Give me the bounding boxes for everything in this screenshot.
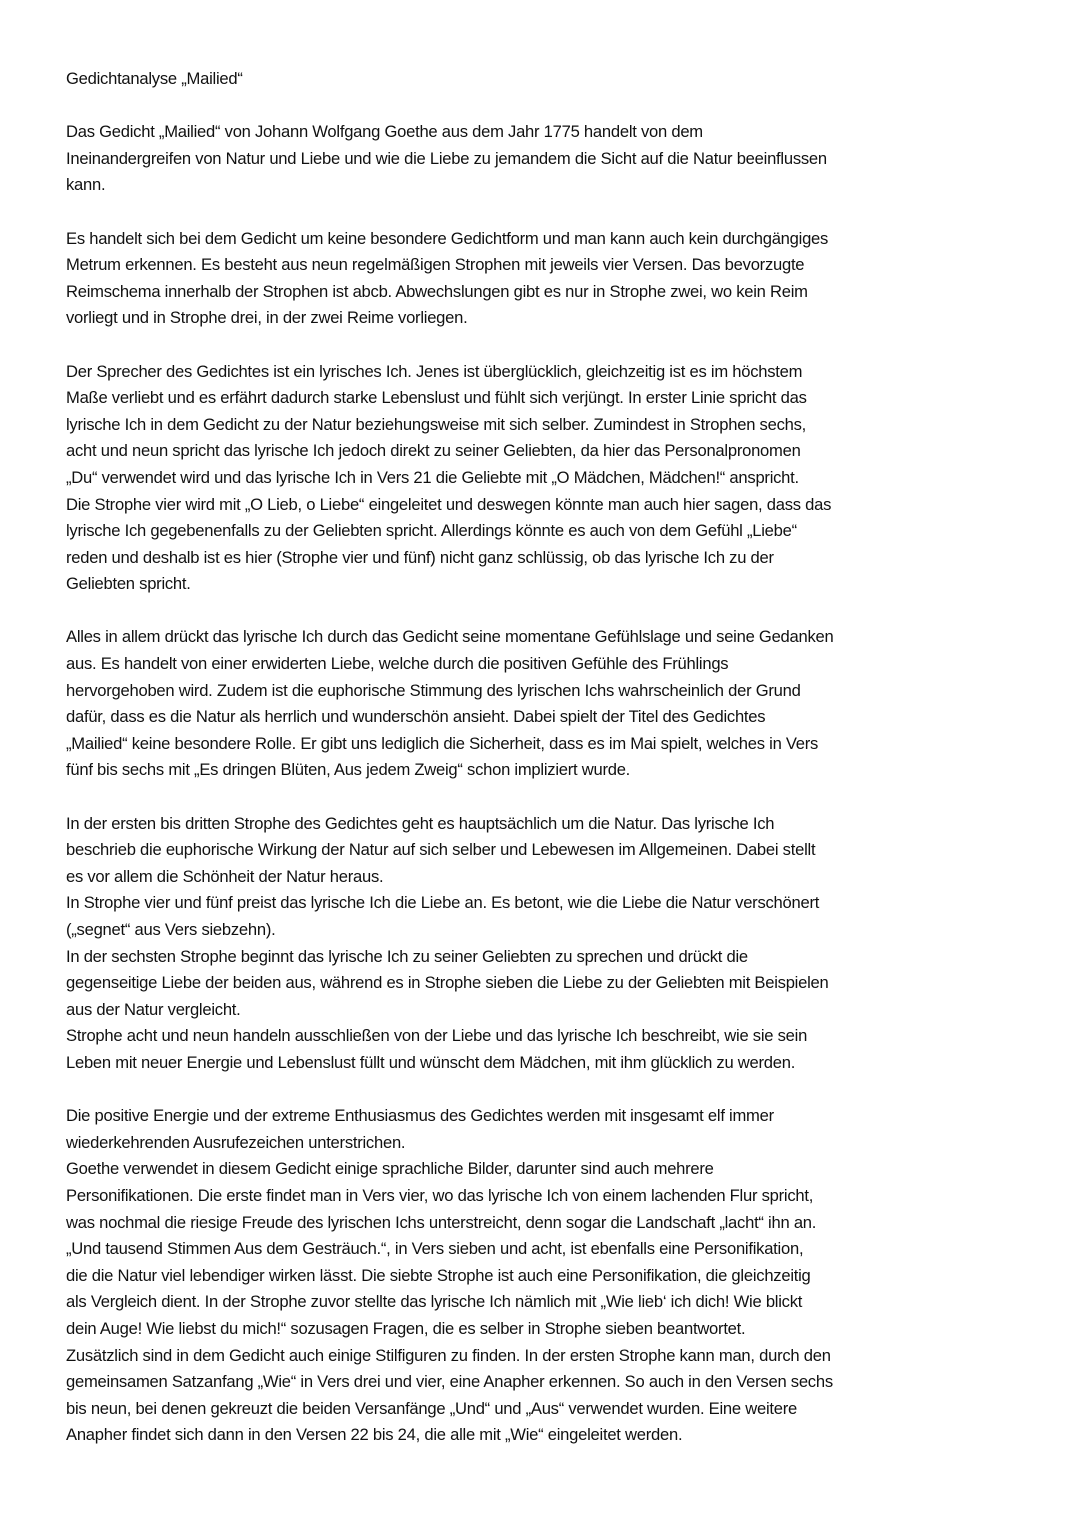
text-line: Metrum erkennen. Es besteht aus neun regelmäßigen Strophen mit jeweils vier Versen. Das bevorzugte [66, 255, 805, 275]
text-line: bis neun, bei denen gekreuzt die beiden Versanfänge „Und“ und „Aus“ verwendet wurden. Eine weitere [66, 1398, 797, 1418]
text-line: acht und neun spricht das lyrische Ich jedoch direkt zu seiner Geliebten, da hier das Personalpronomen [66, 441, 801, 461]
document-body [66, 119, 1026, 1449]
paragraph [66, 624, 1026, 784]
text-line: Maße verliebt und es erfährt dadurch starke Lebenslust und fühlt sich verjüngt. In erster Linie spricht das [66, 388, 807, 408]
text-line: wiederkehrenden Ausrufezeichen unterstrichen. [66, 1132, 406, 1152]
text-line: Ineinandergreifen von Natur und Liebe und wie die Liebe zu jemandem die Sicht auf die Natur beeinflussen [66, 148, 827, 168]
title-line: Gedichtanalyse „Mailied“ [66, 69, 243, 88]
text-line: Zusätzlich sind in dem Gedicht auch einige Stilfiguren zu finden. In der ersten Strophe kann man, durch den [66, 1345, 831, 1365]
text-line: Personifikationen. Die erste findet man in Vers vier, wo das lyrische Ich von einem lachenden Flur spricht, [66, 1185, 814, 1205]
text-line: aus der Natur vergleicht. [66, 999, 241, 1019]
text-line: dafür, dass es die Natur als herrlich und wunderschön ansieht. Dabei spielt der Titel des Gedichtes [66, 707, 766, 727]
text-line: beschrieb die euphorische Wirkung der Natur auf sich selber und Lebewesen im Allgemeinen. Dabei stellt [66, 840, 816, 860]
document-page [66, 66, 1026, 1475]
text-line: Die positive Energie und der extreme Enthusiasmus des Gedichtes werden mit insgesamt elf immer [66, 1106, 774, 1126]
text-line: In Strophe vier und fünf preist das lyrische Ich die Liebe an. Es betont, wie die Liebe die Natur verschönert [66, 893, 820, 913]
text-line: Geliebten spricht. [66, 574, 191, 594]
text-line: Alles in allem drückt das lyrische Ich durch das Gedicht seine momentane Gefühlslage und seine Gedanken [66, 627, 834, 647]
paragraph [66, 1103, 1026, 1449]
text-line: hervorgehoben wird. Zudem ist die euphorische Stimmung des lyrischen Ichs wahrscheinlich der Grund [66, 680, 801, 700]
text-line: Das Gedicht „Mailied“ von Johann Wolfgang Goethe aus dem Jahr 1775 handelt von dem [66, 122, 703, 142]
text-line: lyrische Ich gegebenenfalls zu der Geliebten spricht. Allerdings könnte es auch von dem Gefühl „Liebe“ [66, 521, 797, 541]
text-line: Goethe verwendet in diesem Gedicht einige sprachliche Bilder, darunter sind auch mehrere [66, 1159, 714, 1179]
text-line: aus. Es handelt von einer erwiderten Liebe, welche durch die positiven Gefühle des Frühlings [66, 654, 729, 674]
paragraph [66, 811, 1026, 1077]
text-line: reden und deshalb ist es hier (Strophe vier und fünf) nicht ganz schlüssig, ob das lyrische Ich zu der [66, 547, 774, 567]
text-line: dein Auge! Wie liebst du mich!“ sozusagen Fragen, die es selber in Strophe sieben beantwortet. [66, 1318, 746, 1338]
text-line: Leben mit neuer Energie und Lebenslust füllt und wünscht dem Mädchen, mit ihm glücklich zu werden. [66, 1052, 796, 1072]
paragraph [66, 226, 1026, 332]
text-line: Reimschema innerhalb der Strophen ist abcb. Abwechslungen gibt es nur in Strophe zwei, wo kein Reim [66, 281, 808, 301]
text-line: die die Natur viel lebendiger wirken lässt. Die siebte Strophe ist auch eine Personifikation, die gleichzeitig [66, 1265, 811, 1285]
text-line: Anapher findet sich dann in den Versen 22 bis 24, die alle mit „Wie“ eingeleitet werden. [66, 1425, 683, 1445]
text-line: Es handelt sich bei dem Gedicht um keine besondere Gedichtform und man kann auch kein durchgängiges [66, 228, 829, 248]
text-line: „Du“ verwendet wird und das lyrische Ich in Vers 21 die Geliebte mit „O Mädchen, Mädchen!“ anspricht. [66, 467, 799, 487]
text-line: In der sechsten Strophe beginnt das lyrische Ich zu seiner Geliebten zu sprechen und drückt die [66, 946, 748, 966]
text-line: „Und tausend Stimmen Aus dem Gesträuch.“, in Vers sieben und acht, ist ebenfalls eine Personifikation, [66, 1239, 804, 1259]
text-line: was nochmal die riesige Freude des lyrischen Ichs unterstreicht, denn sogar die Landschaft „lacht“ ihn an. [66, 1212, 817, 1232]
text-line: In der ersten bis dritten Strophe des Gedichtes geht es hauptsächlich um die Natur. Das lyrische Ich [66, 813, 775, 833]
text-line: gegenseitige Liebe der beiden aus, während es in Strophe sieben die Liebe zu der Geliebten mit Beispielen [66, 973, 829, 993]
text-line: kann. [66, 175, 106, 195]
text-line: lyrische Ich in dem Gedicht zu der Natur beziehungsweise mit sich selber. Zumindest in Strophen sechs, [66, 414, 807, 434]
text-line: gemeinsamen Satzanfang „Wie“ in Vers drei und vier, eine Anapher erkennen. So auch in den Versen sechs [66, 1372, 833, 1392]
text-line: Strophe acht und neun handeln ausschließen von der Liebe und das lyrische Ich beschreibt, wie sie sein [66, 1026, 808, 1046]
text-line: es vor allem die Schönheit der Natur heraus. [66, 866, 384, 886]
text-line: Die Strophe vier wird mit „O Lieb, o Liebe“ eingeleitet und deswegen könnte man auch hier sagen, dass das [66, 494, 832, 514]
paragraph [66, 119, 1026, 199]
text-line: „Mailied“ keine besondere Rolle. Er gibt uns lediglich die Sicherheit, dass es im Mai spielt, welches in Vers [66, 733, 819, 753]
paragraph [66, 359, 1026, 598]
text-line: als Vergleich dient. In der Strophe zuvor stellte das lyrische Ich nämlich mit „Wie lieb‘ ich dich! Wie blickt [66, 1292, 803, 1312]
document-title [66, 66, 1026, 93]
text-line: Der Sprecher des Gedichtes ist ein lyrisches Ich. Jenes ist überglücklich, gleichzeitig ist es im höchstem [66, 361, 803, 381]
text-line: („segnet“ aus Vers siebzehn). [66, 920, 276, 939]
text-line: vorliegt und in Strophe drei, in der zwei Reime vorliegen. [66, 308, 468, 328]
text-line: fünf bis sechs mit „Es dringen Blüten, Aus jedem Zweig“ schon impliziert wurde. [66, 760, 631, 780]
